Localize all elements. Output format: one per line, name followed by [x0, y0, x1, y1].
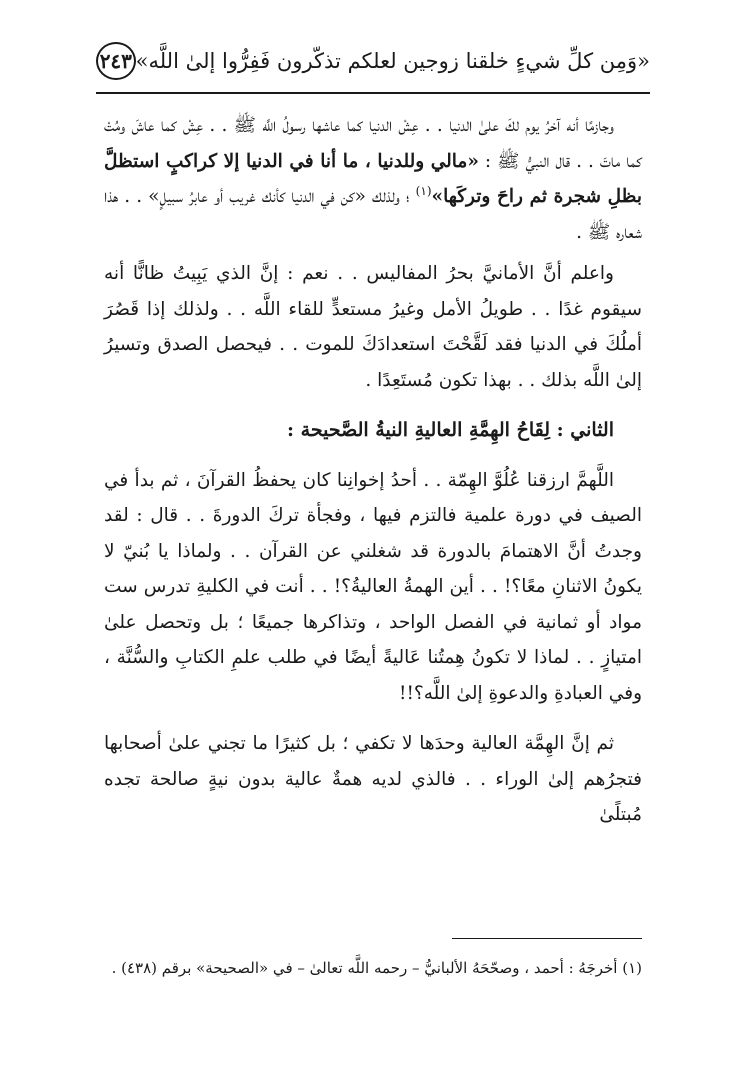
footnote-reference: (١) [415, 183, 432, 198]
paragraph-3: اللَّهمَّ ارزقنا عُلُوَّ الهِمّة . . أحدُ إخوانِنا كان يحفظُ القرآنَ ، ثم بدأ في الصيف في دورة علمية فالتزم فيها ، وفجأة تركَ الدورةَ . . قال : لقد وجدتُ أنَّ الاهتمامَ بالدورة قد شغلني عن القرآن . . ولماذا يا بُنيّ لا يكونُ الاثنانِ معًا؟! . . أين الهمةُ العاليةُ؟! . . أنت في الكليةِ تدرس ست مواد أو ثمانية في الفصل الواحد ، وتذاكرها جميعًا ؛ بل وتحصل علىٰ امتيازٍ . . لماذا لا تكونُ هِمتُنا عَاليةً أيضًا في طلب علمِ الكتابِ والسُّنَّة ، وفي العبادةِ والدعوةِ إلىٰ اللَّه؟!! [104, 469, 642, 704]
page-number-badge: ٢٤٣ [96, 42, 136, 80]
hadith-quote: «مالي وللدنيا ، ما أنا في الدنيا إلا كراكبٍ استظلَّ بظلِ شجرة ثم راحَ وتركَها» [104, 150, 642, 207]
page-header [96, 36, 650, 86]
footnote: (١) أخرجَهُ : أحمد ، وصحّحَهُ الألبانيُّ – رحمه اللَّه تعالىٰ – في «الصحيحة» برقم (٤٣٨) . [111, 959, 642, 977]
main-text [104, 108, 642, 848]
running-title: «وَمِن كلِّ شيءٍ خلقنا زوجين لعلكم تذكّرون فَفِرُّوا إلىٰ اللَّه» [135, 49, 650, 73]
paragraph-1-end: ؛ ولذلك «كن في الدنيا كأنك غريب أو عابرُ سبيلٍ» . . هذا شعاره ﷺ . [104, 186, 642, 243]
paragraph-2: واعلم أنَّ الأمانيَّ بحرُ المفاليس . . نعم : إنَّ الذي يَبِيتُ ظانًّا أنه سيقوم غدًا . . طويلُ الأمل وغيرُ مستعدٍّ للقاء اللَّه . . ولذلك إذا قَصُرَ أملُكَ في الدنيا فقد لَقَّحْتَ استعدادَكَ للموت . . فيحصل الصدق وتسيرُ إلىٰ اللَّه بذلك . . بهذا تكون مُستَعِدًا . [104, 263, 642, 391]
paragraph-1 [104, 108, 642, 250]
paragraph-4: ثم إنَّ الهِمَّة العالية وحدَها لا تكفي ؛ بل كثيرًا ما تجني علىٰ أصحابها فتجرُهم إلىٰ الوراء . . فالذي لديه همةٌ عالية بدون نيةٍ صالحة تجده مُبتلًىٰ [104, 733, 642, 825]
footnote-divider [452, 938, 642, 939]
header-divider [96, 92, 650, 94]
paragraph-1-start: وجازمًا أنه آخرُ يوم لكَ علىٰ الدنيا . . عِشْ الدنيا كما عاشها رسولُ اللَّه ﷺ . . عِشْ كما عاشَ ومُتْ كما ماتَ . . قال النبيُّ ﷺ : [104, 115, 642, 172]
section-heading: الثاني : لِقَاحُ الهِمَّةِ العاليةِ النيةُ الصَّحيحة : [287, 419, 614, 441]
